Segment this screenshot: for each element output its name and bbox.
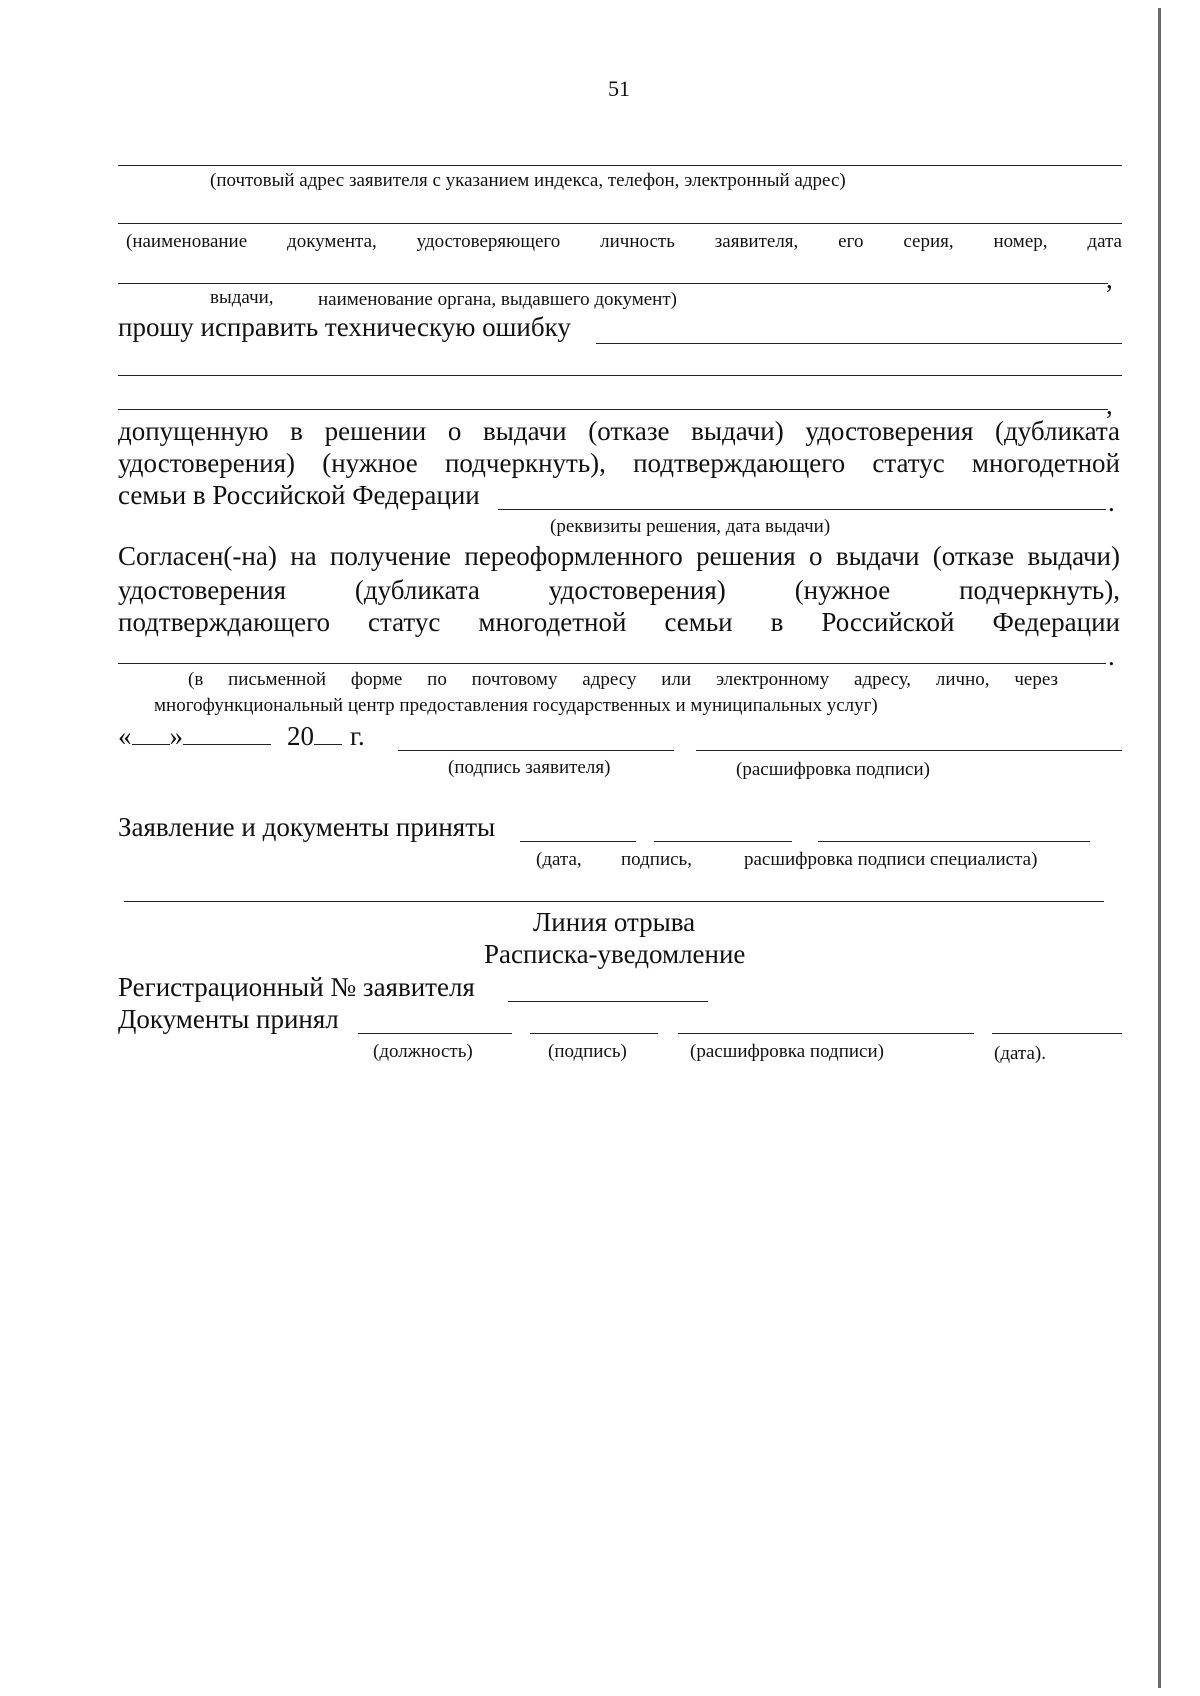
accepted-signature-field[interactable] — [654, 841, 792, 842]
error-description-line-2[interactable] — [118, 375, 1122, 376]
accepted-decoding-caption: расшифровка подписи специалиста) — [744, 849, 1038, 870]
postal-address-caption: (почтовый адрес заявителя с указанием индекса, телефон, электронный адрес) — [210, 170, 846, 191]
date-month-field[interactable] — [183, 722, 271, 745]
delivery-method-caption-line1: (в письменной форме по почтовому адресу или электронному адресу, лично, через — [188, 669, 1058, 690]
id-document-caption-line2a: выдачи, — [210, 287, 274, 308]
period-1: . — [1108, 487, 1115, 517]
date-row — [118, 720, 365, 752]
date-year-field[interactable] — [314, 722, 342, 745]
date-day-field[interactable] — [132, 722, 170, 745]
delivery-method-field[interactable] — [118, 663, 1106, 664]
error-text-line3: семьи в Российской Федерации — [118, 480, 480, 510]
tear-line-label: Линия отрыва — [533, 907, 696, 937]
docs-accepted-label: Документы принял — [118, 1004, 339, 1034]
accepted-date-caption: (дата, — [536, 849, 582, 870]
tear-off-line — [124, 901, 1104, 902]
receipt-title: Расписка-уведомление — [484, 939, 746, 969]
period-2: . — [1108, 641, 1115, 671]
error-description-field[interactable] — [596, 343, 1122, 344]
date-year-prefix: 20 — [287, 721, 314, 751]
applicant-signature-caption: (подпись заявителя) — [448, 757, 611, 778]
comma-2: , — [1106, 390, 1113, 420]
request-error-text: прошу исправить техническую ошибку — [118, 312, 571, 342]
decoding-caption: (расшифровка подписи) — [690, 1041, 884, 1062]
signature-decoding-caption: (расшифровка подписи) — [736, 759, 930, 780]
accepted-signature-caption: подпись, — [621, 849, 692, 870]
consent-line2: удостоверения (дубликата удостоверения) (нужное подчеркнуть), — [118, 575, 1120, 605]
date-close-quote: » — [169, 721, 183, 751]
applicant-signature-field[interactable] — [398, 750, 674, 751]
scan-page-edge — [1158, 8, 1161, 1688]
date-field[interactable] — [992, 1033, 1122, 1034]
id-document-line[interactable] — [118, 223, 1122, 224]
form-page — [118, 0, 1120, 1696]
date-caption: (дата). — [994, 1043, 1046, 1064]
delivery-method-caption-line2: многофункциональный центр предоставления государственных и муниципальных услуг) — [154, 695, 878, 716]
id-document-caption-line1: (наименование документа, удостоверяющего личность заявителя, его серия, номер, дата — [126, 231, 1122, 252]
page-number: 51 — [608, 76, 630, 101]
signature-decoding-field[interactable] — [696, 750, 1122, 751]
position-field[interactable] — [358, 1033, 512, 1034]
postal-address-line[interactable] — [118, 165, 1122, 166]
date-open-quote: « — [118, 721, 132, 751]
signature-field[interactable] — [530, 1033, 658, 1034]
error-description-line-3[interactable] — [118, 409, 1108, 410]
accepted-label: Заявление и документы приняты — [118, 812, 496, 842]
reg-number-label: Регистрационный № заявителя — [118, 972, 475, 1002]
consent-line1: Согласен(-на) на получение переоформленного решения о выдачи (отказе выдачи) — [118, 541, 1120, 571]
accepted-decoding-field[interactable] — [818, 841, 1090, 842]
position-caption: (должность) — [373, 1041, 473, 1062]
comma-1: , — [1106, 264, 1113, 294]
id-document-caption-line2b: наименование органа, выдавшего документ) — [318, 289, 677, 310]
consent-line3: подтверждающего статус многодетной семьи в Российской Федерации — [118, 607, 1120, 637]
date-year-suffix: г. — [350, 721, 365, 751]
decoding-field[interactable] — [678, 1033, 974, 1034]
decision-details-field[interactable] — [498, 509, 1106, 510]
request-error-label — [118, 311, 571, 343]
decision-details-caption: (реквизиты решения, дата выдачи) — [550, 516, 831, 537]
id-document-line-2[interactable] — [118, 283, 1108, 284]
reg-number-field[interactable] — [508, 1001, 708, 1002]
error-text-line2: удостоверения) (нужное подчеркнуть), подтверждающего статус многодетной — [118, 448, 1120, 478]
error-text-line1: допущенную в решении о выдачи (отказе выдачи) удостоверения (дубликата — [118, 416, 1120, 446]
signature-caption: (подпись) — [548, 1041, 627, 1062]
accepted-date-field[interactable] — [520, 841, 636, 842]
